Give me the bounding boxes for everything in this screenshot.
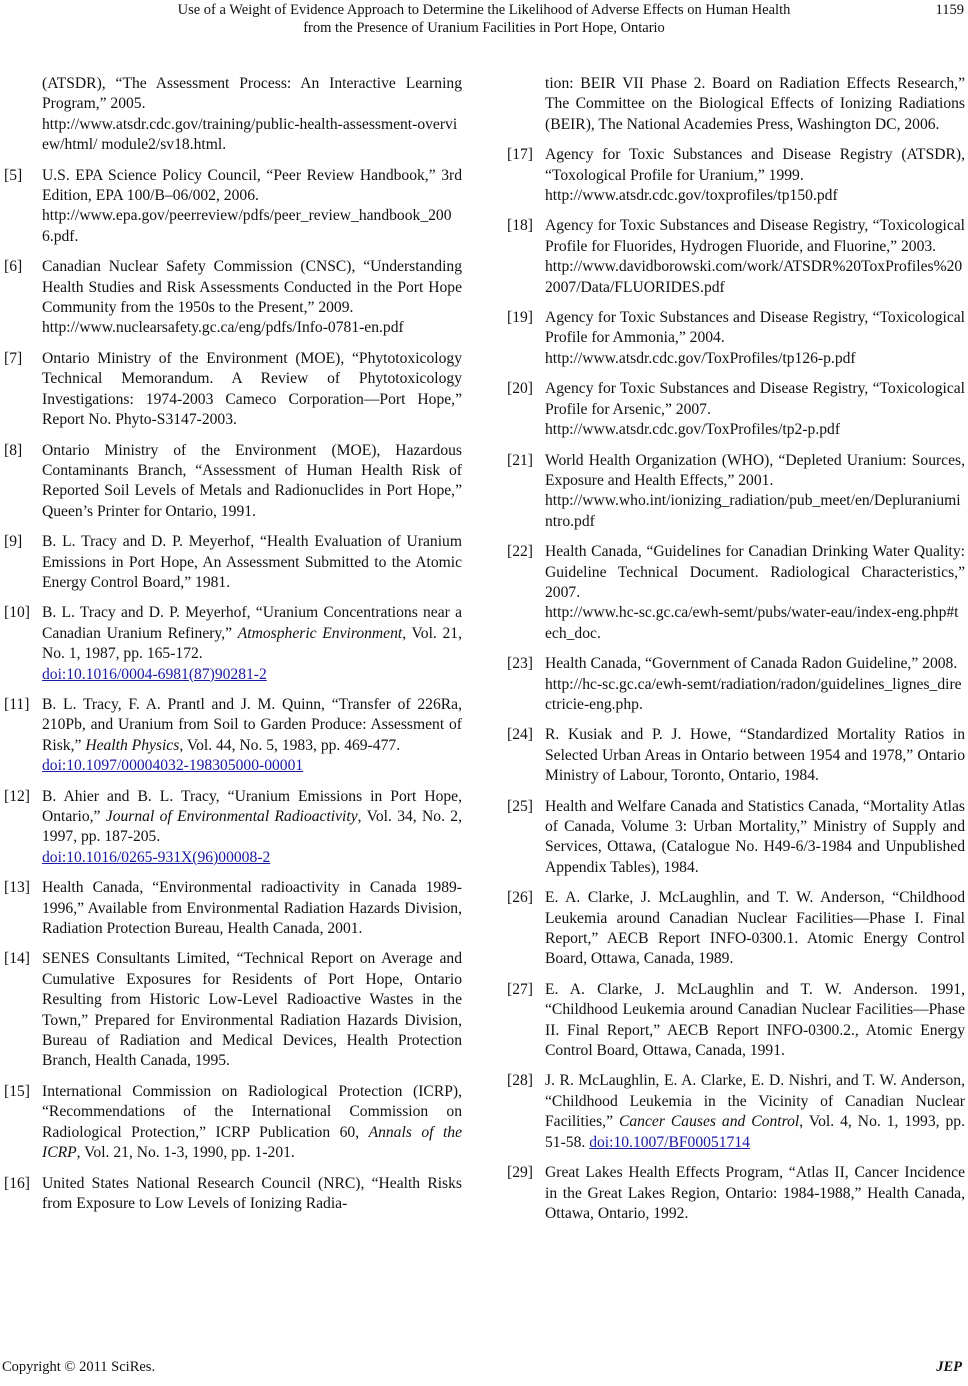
reference-text: Ontario Ministry of the Environment (MOE), Hazardous Contaminants Branch, “Assessment of Human Health Risk of Reported Soil Levels of Metals and Radionuclides in Port Hope,” Queen’s Printer for Ontario, 1991. [42,441,462,520]
reference-number: [28] [507,1072,533,1090]
reference-url[interactable]: http://www.hc-sc.gc.ca/ewh-semt/pubs/water-eau/index-eng.php#tech_doc. [545,604,959,642]
journal-title: Journal of Environmental Radioactivity [105,808,358,825]
reference-text: tion: BEIR VII Phase 2. Board on Radiation Effects Research,” The Committee on the Biological Effects of Ionizing Radiations (BEIR), The National Academies Press, Washington DC, 2006. [545,75,965,133]
reference-number: [13] [4,879,30,897]
reference-number: [10] [4,604,30,622]
reference-entry [507,308,965,369]
reference-number: [5] [4,166,23,184]
reference-number: [6] [4,258,23,276]
reference-citation [545,74,965,135]
reference-text: SENES Consultants Limited, “Technical Report on Average and Cumulative Exposures for Residents of Port Hope, Ontario Resulting from Historic Low-Level Radioactive Wastes in the Town,” Prepared for Environmental Radiation Hazards Division, Bureau of Radiation and Medical Devices, Health Protection Branch, Health Canada, 1995. [42,950,462,1070]
reference-citation [42,1174,462,1215]
reference-entry [507,797,965,879]
reference-text: Canadian Nuclear Safety Commission (CNSC), “Understanding Health Studies and Risk Assessments Conducted in the Port Hope Community from the 1950s to the Present,” 2009. [42,258,462,317]
reference-text: International Commission on Radiological Protection (ICRP), “Recommendations of the International Commission on Radiological Protection,” ICRP Publication 60, [42,1082,462,1141]
reference-entry [4,1174,462,1215]
reference-text: World Health Organization (WHO), “Depleted Uranium: Sources, Exposure and Health Effects,” 2001. [545,451,965,489]
reference-text: B. L. Tracy and D. P. Meyerhof, “Uranium Concentrations near a Canadian Uranium Refinery,” [42,604,462,642]
reference-text: , Vol. 44, No. 5, 1983, pp. 469-477. [179,736,401,754]
reference-citation [42,441,462,523]
reference-text: E. A. Clarke, J. McLaughlin and T. W. Anderson. 1991, “Childhood Leukemia around Canadian Nuclear Facilities—Phase II. Final Report,” AECB Report INFO-0300.2., Atomic Energy Control Board, Ottawa, Canada, 1991. [545,980,965,1060]
reference-entry [507,888,965,970]
reference-citation [42,949,462,1071]
reference-number: [29] [507,1164,533,1182]
running-header [0,0,968,42]
reference-text: Health and Welfare Canada and Statistics Canada, “Mortality Atlas of Canada, Volume 3: Urban Mortality,” Ministry of Supply and Services, Ottawa, (Catalogue No. H49-6/3-1984 and Unpublished Appendix Tables), 1984. [545,797,965,876]
reference-text: E. A. Clarke, J. McLaughlin, and T. W. Anderson, “Childhood Leukemia around Canadian Nuclear Facilities—Phase I. Final Report,” AECB Report INFO-0300.1. Atomic Energy Control Board, Ottawa, Canada, 1989. [545,889,965,968]
reference-citation [545,379,965,440]
reference-number: [8] [4,441,23,459]
reference-citation [545,308,965,369]
reference-url[interactable]: http://www.atsdr.cdc.gov/ToxProfiles/tp2-p.pdf [545,421,841,439]
reference-number: [19] [507,309,533,327]
reference-number: [27] [507,980,533,998]
reference-text: B. Ahier and B. L. Tracy, “Uranium Emissions in Port Hope, Ontario,” [42,787,462,825]
reference-number: [20] [507,380,533,398]
reference-entry [4,949,462,1071]
reference-text: Health Canada, “Government of Canada Radon Guideline,” 2008. [545,655,958,673]
reference-text: Agency for Toxic Substances and Disease Registry (ATSDR), “Toxological Profile for Uranium,” 1999. [545,146,965,184]
journal-title: Annals of the ICRP [42,1123,462,1162]
reference-number: [26] [507,889,533,907]
doi-link[interactable]: doi:10.1016/0004-6981(87)90281-2 [42,665,267,683]
reference-text: (ATSDR), “The Assessment Process: An Interactive Learning Program,” 2005. [42,75,462,113]
reference-text: R. Kusiak and P. J. Howe, “Standardized Mortality Ratios in Selected Urban Areas in Ontario between 1954 and 1978,” Ontario Ministry of Labour, Toronto, Ontario, 1984. [545,726,965,785]
reference-entry [4,695,462,777]
reference-citation [545,654,965,715]
reference-number: [25] [507,797,533,815]
reference-number: [7] [4,349,23,367]
reference-entry [507,1071,965,1153]
reference-citation [42,349,462,431]
reference-text: Great Lakes Health Effects Program, “Atlas II, Cancer Incidence in the Great Lakes Region, Ontario: 1984-1988,” Health Canada, Ottawa, Ontario, 1992. [545,1164,965,1222]
reference-url[interactable]: http://www.epa.gov/peerreview/pdfs/peer_review_handbook_2006.pdf. [42,207,452,245]
reference-number: [18] [507,217,533,235]
reference-text: Agency for Toxic Substances and Disease Registry, “Toxicological Profile for Fluorides, Hydrogen Fluoride, and Fluorine,” 2003. [545,217,965,255]
reference-citation [42,166,462,248]
reference-entry [507,379,965,440]
reference-number: [9] [4,533,23,551]
reference-entry [507,74,965,135]
reference-number: [16] [4,1174,30,1192]
reference-text: J. R. McLaughlin, E. A. Clarke, E. D. Nishri, and T. W. Anderson, “Childhood Leukemia in the Vicinity of Canadian Nuclear Facilities,” [545,1072,965,1131]
reference-entry [507,725,965,786]
reference-number: [11] [4,695,30,713]
reference-number: [12] [4,787,30,805]
reference-citation [545,888,965,970]
reference-citation [42,257,462,339]
reference-url[interactable]: http://hc-sc.gc.ca/ewh-semt/radiation/radon/guidelines_lignes_directricie-eng.php. [545,675,962,713]
reference-text: , Vol. 34, No. 2, 1997, pp. 187-205. [42,808,462,846]
reference-number: [15] [4,1082,30,1100]
reference-number: [23] [507,655,533,673]
reference-number: [24] [507,726,533,744]
reference-entry [4,1082,462,1164]
reference-entry [4,441,462,523]
reference-citation [42,1082,462,1164]
reference-column-left [4,74,462,1224]
reference-citation [42,787,462,869]
reference-citation [545,145,965,206]
reference-url[interactable]: http://www.atsdr.cdc.gov/ToxProfiles/tp126-p.pdf [545,349,856,367]
doi-link[interactable]: doi:10.1016/0265-931X(96)00008-2 [42,848,271,866]
reference-citation [545,725,965,786]
reference-entry [4,787,462,869]
reference-text: , Vol. 21, No. 1, 1987, pp. 165-172. [42,624,462,663]
running-title-line-2: from the Presence of Uranium Facilities in Port Hope, Ontario [303,20,665,36]
reference-text: , Vol. 21, No. 1-3, 1990, pp. 1-201. [76,1144,295,1162]
reference-number: [17] [507,146,533,164]
page-number: 1159 [935,2,964,18]
reference-citation [545,542,965,644]
page-footer [0,1354,968,1376]
reference-entry [4,166,462,248]
reference-entry [4,257,462,339]
reference-text: , Vol. 4, No. 1, 1993, pp. 51-58. [545,1113,965,1151]
reference-number: [21] [507,451,533,469]
reference-url[interactable]: http://www.atsdr.cdc.gov/toxprofiles/tp150.pdf [545,187,838,205]
reference-entry [4,349,462,431]
reference-entry [4,532,462,593]
reference-text: U.S. EPA Science Policy Council, “Peer Review Handbook,” 3rd Edition, EPA 100/B–06/002, 2006. [42,166,462,205]
reference-entry [507,1163,965,1224]
reference-entry [4,603,462,685]
reference-entry [507,542,965,644]
reference-citation [545,216,965,298]
reference-citation [42,603,462,685]
reference-number: [14] [4,950,30,968]
doi-link[interactable]: doi:10.1007/BF00051714 [589,1133,750,1151]
journal-abbreviation: JEP [936,1359,962,1375]
reference-column-right [507,74,965,1234]
reference-text: Agency for Toxic Substances and Disease Registry, “Toxicological Profile for Ammonia,” 2004. [545,309,965,347]
journal-title: Atmospheric Environment [237,624,403,642]
reference-text: B. L. Tracy, F. A. Prantl and J. M. Quinn, “Transfer of 226Ra, 210Pb, and Uranium from Soil to Garden Produce: Assessment of Risk,” [42,695,462,754]
journal-title: Cancer Causes and Control [618,1113,800,1131]
reference-citation [545,1071,965,1153]
reference-citation [42,695,462,777]
reference-text: United States National Research Council (NRC), “Health Risks from Exposure to Low Levels of Ionizing Radia- [42,1174,462,1212]
reference-citation [545,980,965,1062]
reference-url[interactable]: http://www.davidborowski.com/work/ATSDR%20ToxProfiles%202007/Data/FLUORIDES.pdf [545,258,963,296]
copyright-notice: Copyright © 2011 SciRes. [2,1359,156,1375]
reference-entry [507,654,965,715]
reference-text: Health Canada, “Environmental radioactivity in Canada 1989-1996,” Available from Environmental Radiation Hazards Division, Radiation Protection Bureau, Health Canada, 2001. [42,879,462,938]
reference-entry [507,216,965,298]
reference-text: Agency for Toxic Substances and Disease Registry, “Toxicological Profile for Arsenic,” 2007. [545,380,965,418]
reference-citation [42,878,462,939]
reference-entry [507,451,965,533]
running-title-line-1: Use of a Weight of Evidence Approach to Determine the Likelihood of Adverse Effects on Human Health [177,2,791,18]
reference-citation [545,451,965,533]
reference-citation [42,74,462,156]
reference-text: Health Canada, “Guidelines for Canadian Drinking Water Quality: Guideline Technical Document. Radiological Characteristics,” 2007. [545,543,965,601]
reference-number: [22] [507,543,533,561]
reference-citation [545,1163,965,1224]
doi-link[interactable]: doi:10.1097/00004032-198305000-00001 [42,757,304,775]
journal-title: Health Physics [85,736,180,754]
reference-text: B. L. Tracy and D. P. Meyerhof, “Health Evaluation of Uranium Emissions in Port Hope, An Assessment Submitted to the Atomic Energy Control Board,” 1981. [42,533,462,591]
reference-citation [42,532,462,593]
reference-url[interactable]: http://www.atsdr.cdc.gov/training/public-health-assessment-overview/html/ module2/sv18.html. [42,115,458,154]
reference-entry [4,74,462,156]
reference-text: Ontario Ministry of the Environment (MOE), “Phytotoxicology Technical Memorandum. A Review of Phytotoxicology Investigations: 1974-2003 Cameco Corporation—Port Hope,” Report No. Phyto-S3147-2003. [42,349,462,429]
reference-entry [507,145,965,206]
reference-entry [507,980,965,1062]
reference-citation [545,797,965,879]
reference-url[interactable]: http://www.nuclearsafety.gc.ca/eng/pdfs/Info-0781-en.pdf [42,319,404,337]
reference-url[interactable]: http://www.who.int/ionizing_radiation/pub_meet/en/Depluraniumintro.pdf [545,492,961,530]
reference-entry [4,878,462,939]
